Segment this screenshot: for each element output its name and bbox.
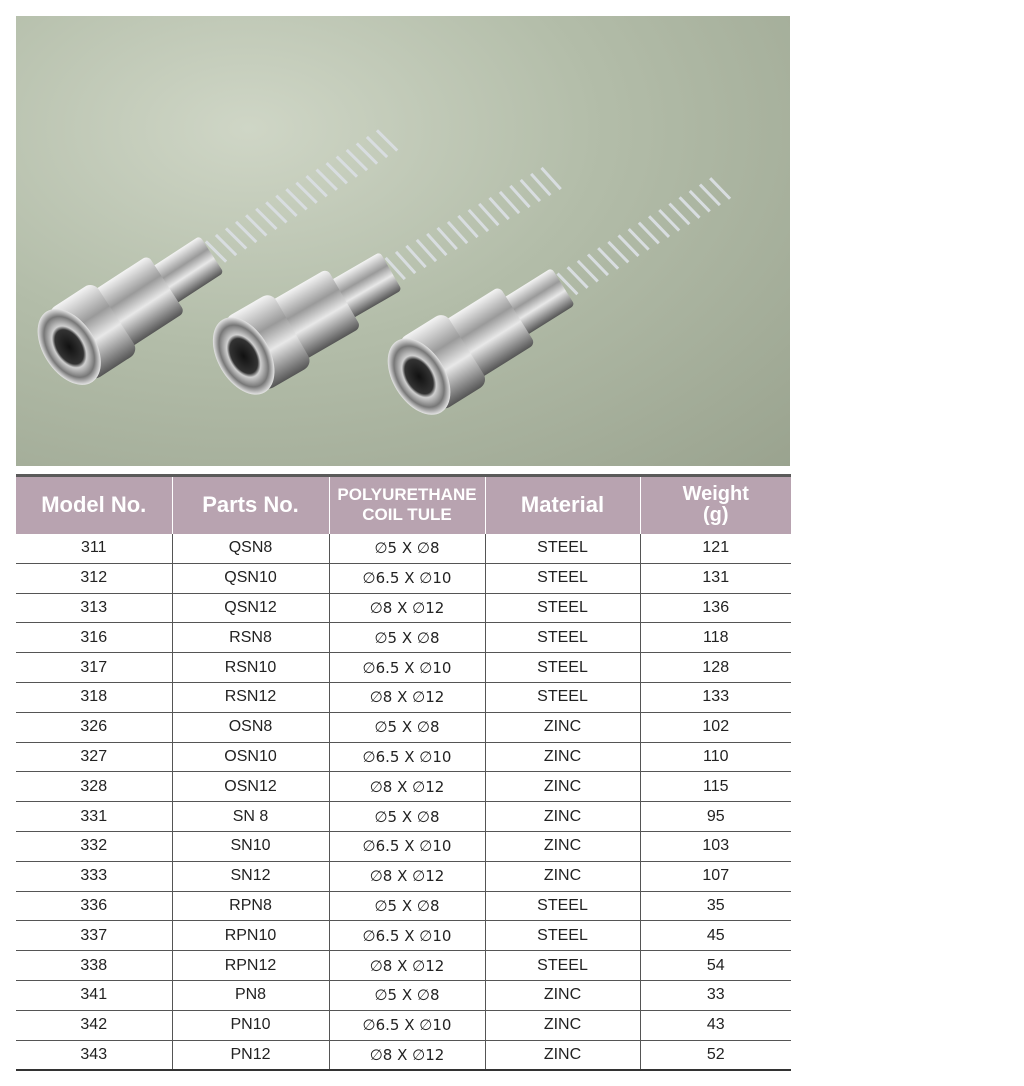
cell-material: STEEL [485, 563, 640, 593]
cell-tube: ∅8 X ∅12 [329, 1040, 485, 1070]
cell-tube: ∅8 X ∅12 [329, 861, 485, 891]
table-row [16, 951, 791, 981]
cell-parts: OSN10 [172, 742, 329, 772]
cell-material: ZINC [485, 980, 640, 1010]
cell-model: 311 [16, 534, 172, 564]
cell-model: 332 [16, 831, 172, 861]
cell-material: ZINC [485, 1040, 640, 1070]
table-row [16, 742, 791, 772]
cell-parts: SN 8 [172, 802, 329, 832]
cell-model: 338 [16, 951, 172, 981]
header-model: Model No. [16, 476, 172, 534]
header-tube-line1: POLYURETHANE [337, 485, 477, 505]
cell-parts: PN12 [172, 1040, 329, 1070]
table-row [16, 1040, 791, 1070]
cell-material: STEEL [485, 653, 640, 683]
cell-weight: 52 [640, 1040, 791, 1070]
cell-model: 343 [16, 1040, 172, 1070]
cell-model: 327 [16, 742, 172, 772]
table-row [16, 593, 791, 623]
cell-tube: ∅5 X ∅8 [329, 802, 485, 832]
table-row [16, 682, 791, 712]
cell-parts: RPN12 [172, 951, 329, 981]
cell-weight: 118 [640, 623, 791, 653]
cell-model: 316 [16, 623, 172, 653]
cell-tube: ∅8 X ∅12 [329, 682, 485, 712]
table-row [16, 1010, 791, 1040]
cell-tube: ∅8 X ∅12 [329, 593, 485, 623]
cell-model: 312 [16, 563, 172, 593]
table-row [16, 980, 791, 1010]
cell-material: ZINC [485, 1010, 640, 1040]
table-row [16, 831, 791, 861]
cell-model: 331 [16, 802, 172, 832]
cell-weight: 121 [640, 534, 791, 564]
cell-material: ZINC [485, 802, 640, 832]
cell-parts: RPN8 [172, 891, 329, 921]
cell-material: ZINC [485, 712, 640, 742]
cell-parts: QSN10 [172, 563, 329, 593]
table-header-row [16, 476, 791, 534]
cell-material: STEEL [485, 682, 640, 712]
header-weight [640, 476, 791, 534]
cell-weight: 35 [640, 891, 791, 921]
cell-tube: ∅6.5 X ∅10 [329, 1010, 485, 1040]
cell-parts: RSN8 [172, 623, 329, 653]
cell-tube: ∅6.5 X ∅10 [329, 563, 485, 593]
cell-model: 337 [16, 921, 172, 951]
cell-model: 318 [16, 682, 172, 712]
cell-parts: RSN10 [172, 653, 329, 683]
cell-tube: ∅5 X ∅8 [329, 891, 485, 921]
coupler-2 [200, 141, 575, 406]
cell-material: ZINC [485, 772, 640, 802]
cell-weight: 45 [640, 921, 791, 951]
table-row [16, 891, 791, 921]
cell-parts: QSN12 [172, 593, 329, 623]
cell-weight: 136 [640, 593, 791, 623]
cell-tube: ∅6.5 X ∅10 [329, 742, 485, 772]
coupler-3 [375, 151, 745, 426]
cell-tube: ∅6.5 X ∅10 [329, 653, 485, 683]
cell-tube: ∅5 X ∅8 [329, 980, 485, 1010]
cell-model: 342 [16, 1010, 172, 1040]
table-row [16, 563, 791, 593]
cell-parts: SN12 [172, 861, 329, 891]
spec-table [16, 474, 791, 1071]
cell-weight: 102 [640, 712, 791, 742]
cell-tube: ∅5 X ∅8 [329, 623, 485, 653]
table-row [16, 712, 791, 742]
cell-material: STEEL [485, 623, 640, 653]
table-row [16, 534, 791, 564]
cell-parts: PN10 [172, 1010, 329, 1040]
cell-material: STEEL [485, 951, 640, 981]
header-weight-line2: (g) [702, 504, 729, 527]
cell-model: 336 [16, 891, 172, 921]
table-row [16, 921, 791, 951]
cell-material: STEEL [485, 891, 640, 921]
cell-material: ZINC [485, 742, 640, 772]
table-row [16, 772, 791, 802]
table-body [16, 534, 791, 1070]
cell-model: 317 [16, 653, 172, 683]
cell-material: ZINC [485, 831, 640, 861]
cell-parts: SN10 [172, 831, 329, 861]
cell-parts: RSN12 [172, 682, 329, 712]
header-weight-line1: Weight [682, 483, 749, 506]
cell-weight: 110 [640, 742, 791, 772]
cell-material: ZINC [485, 861, 640, 891]
table-row [16, 623, 791, 653]
cell-parts: OSN12 [172, 772, 329, 802]
cell-tube: ∅5 X ∅8 [329, 712, 485, 742]
cell-tube: ∅5 X ∅8 [329, 534, 485, 564]
product-photo [16, 16, 790, 466]
cell-tube: ∅8 X ∅12 [329, 772, 485, 802]
cell-weight: 115 [640, 772, 791, 802]
cell-model: 333 [16, 861, 172, 891]
cell-parts: OSN8 [172, 712, 329, 742]
table-row [16, 802, 791, 832]
header-material: Material [485, 476, 640, 534]
cell-parts: RPN10 [172, 921, 329, 951]
cell-model: 341 [16, 980, 172, 1010]
cell-material: STEEL [485, 534, 640, 564]
cell-weight: 103 [640, 831, 791, 861]
cell-weight: 107 [640, 861, 791, 891]
cell-parts: QSN8 [172, 534, 329, 564]
header-parts: Parts No. [172, 476, 329, 534]
coupler-illustration [16, 16, 790, 466]
cell-material: STEEL [485, 921, 640, 951]
header-tube-line2: COIL TULE [362, 505, 452, 525]
cell-weight: 43 [640, 1010, 791, 1040]
cell-parts: PN8 [172, 980, 329, 1010]
cell-weight: 128 [640, 653, 791, 683]
header-tube [329, 476, 485, 534]
cell-tube: ∅6.5 X ∅10 [329, 921, 485, 951]
table-row [16, 653, 791, 683]
table-row [16, 861, 791, 891]
cell-model: 326 [16, 712, 172, 742]
cell-model: 313 [16, 593, 172, 623]
cell-weight: 131 [640, 563, 791, 593]
cell-weight: 95 [640, 802, 791, 832]
cell-tube: ∅8 X ∅12 [329, 951, 485, 981]
cell-tube: ∅6.5 X ∅10 [329, 831, 485, 861]
cell-weight: 33 [640, 980, 791, 1010]
cell-material: STEEL [485, 593, 640, 623]
cell-model: 328 [16, 772, 172, 802]
cell-weight: 54 [640, 951, 791, 981]
cell-weight: 133 [640, 682, 791, 712]
